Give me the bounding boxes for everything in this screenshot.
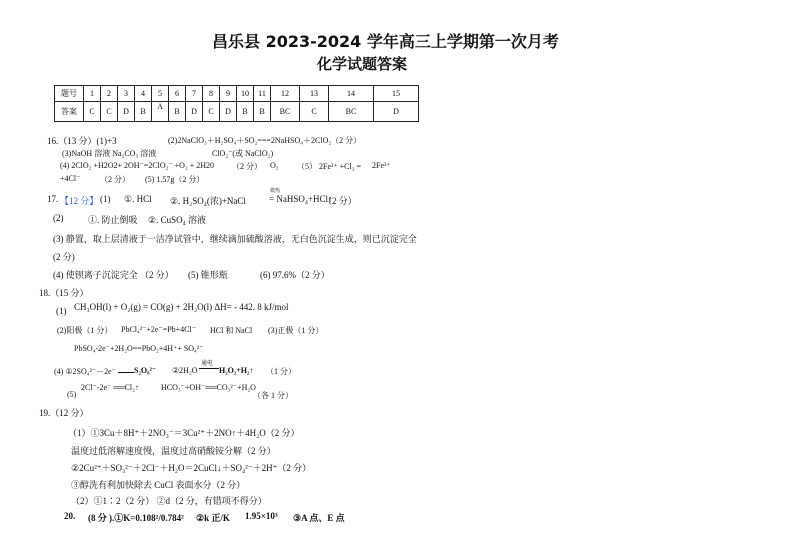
- table-cell: D: [118, 102, 135, 122]
- q18-line4f: （1 分）: [266, 367, 296, 376]
- q17-score: 【12 分】: [60, 196, 99, 206]
- table-cell: 10: [237, 86, 254, 102]
- q18-condition: 通电: [201, 361, 214, 367]
- page-title: 昌乐县 2023-2024 学年高三上学期第一次月考: [212, 32, 559, 51]
- table-cell: 11: [254, 86, 271, 102]
- table-cell: 1: [84, 86, 101, 102]
- q18-line2a: (2)阳极（1 分）: [57, 326, 113, 335]
- q18-line1a: (1): [56, 306, 67, 316]
- q18-line2d: (3)正极（1 分）: [268, 326, 324, 335]
- q18-line2c: HCl 和 NaCl: [210, 326, 253, 335]
- q18-line2b: PbCl₄²⁻+2e⁻=Pb+4Cl⁻: [121, 325, 196, 334]
- q18-reaction-line: [118, 372, 134, 373]
- table-cell: B: [237, 102, 254, 122]
- q18-condition-line: [199, 368, 219, 369]
- q17-line5c: (6) 97.6%（2 分）: [260, 270, 330, 280]
- q19-line5: （2）①1∶2（2 分） ②d（2 分，有错项不得分）: [71, 496, 267, 506]
- q19-line3: ②2Cu²⁺＋SO₃²⁻＋2Cl⁻＋H₂O＝2CuCl↓＋SO₄²⁻＋2H⁺（2 分）: [71, 463, 312, 473]
- table-cell: D: [186, 102, 203, 122]
- table-cell: 12: [271, 86, 300, 102]
- table-cell: 3: [118, 86, 135, 102]
- q19-heading: 19.（12 分）: [39, 408, 89, 418]
- q20-part-a: (8 分 ).①K=0.108²/0.784²: [88, 513, 184, 523]
- table-cell: C: [203, 102, 220, 122]
- q17-line5b: (5) 锥形瓶: [188, 270, 228, 280]
- q17-line2b: ①. 防止倒吸: [88, 215, 138, 225]
- q16-line2a: (3)NaOH 溶液 Na₂CO₃ 溶液: [62, 149, 157, 158]
- table-cell: 8: [203, 86, 220, 102]
- q17-line2c: ②. CuSO₄ 溶液: [148, 215, 206, 225]
- q17-line1a: (1): [100, 194, 111, 204]
- q16-line4a: +4Cl⁻: [60, 174, 81, 183]
- q18-line5b: 2Cl⁻-2e⁻ ══Cl₂↑: [81, 383, 139, 392]
- table-cell: C: [84, 102, 101, 122]
- table-cell: 9: [220, 86, 237, 102]
- table-cell: 6: [169, 86, 186, 102]
- table-cell: C: [101, 102, 118, 122]
- table-cell: BC: [271, 102, 300, 122]
- q16-line1b: (2)2NaClO₃＋H₂SO₄＋SO₂===2NaHSO₄＋2ClO₂（2 分）: [168, 136, 362, 145]
- q17-line1f: （2 分）: [323, 196, 357, 206]
- q18-line5a: (5): [67, 390, 77, 399]
- q18-line4b: S₂O₈²⁻: [134, 366, 157, 375]
- q17-line1c: ②. H₂SO₄(浓)+NaCl: [170, 196, 246, 206]
- q16-line3c: O₂: [270, 161, 279, 170]
- table-cell: 4: [135, 86, 152, 102]
- table-cell: 14: [329, 86, 374, 102]
- table-row: [55, 86, 419, 102]
- q16-line3b: （2 分）: [232, 162, 262, 171]
- q16-line3e: 2Fe³⁺: [372, 161, 391, 170]
- q17-condition: 微热: [270, 189, 281, 194]
- q20-part-c: 1.95×10³: [245, 511, 278, 521]
- table-cell: 2: [101, 86, 118, 102]
- table-cell: B: [169, 102, 186, 122]
- q16-line4c: (5) 1.57g（2 分）: [145, 175, 205, 184]
- table-cell: 15: [374, 86, 419, 102]
- table-cell: D: [374, 102, 419, 122]
- q16-line2b: ClO₂⁻(或 NaClO₂): [212, 149, 274, 158]
- q17-line5a: (4) 使钡离子沉淀完全 （2 分）: [53, 270, 174, 280]
- table-cell: C: [300, 102, 329, 122]
- table-cell: A: [152, 102, 169, 122]
- table-cell: 13: [300, 86, 329, 102]
- q18-line5c: HCO₃⁻+OH⁻══CO₃²⁻+H₂O: [161, 383, 256, 392]
- q17-line4: (2 分): [53, 252, 75, 262]
- q17-line2a: (2): [53, 213, 64, 223]
- q16-line3a: (4) 2ClO₂ +H2O2+ 2OH⁻=2ClO₂⁻ +O₂ + 2H20: [60, 161, 215, 170]
- q18-line3: PbSO₄-2e⁻+2H₂O==PbO₂+4H⁺+ SO₄²⁻: [74, 344, 204, 353]
- table-row-label: 题号: [55, 86, 84, 102]
- table-cell: D: [220, 102, 237, 122]
- q19-line4: ③醇洗有利加快除去 CuCl 表面水分（2 分）: [71, 480, 246, 490]
- q19-line1: （1）①3Cu＋8H⁺＋2NO₃⁻＝3Cu²⁺＋2NO↑＋4H₂O（2 分）: [68, 428, 300, 438]
- q18-line4c: ②2H₂O: [172, 366, 198, 375]
- q18-line4a: (4) ①2SO₄²⁻－2e⁻: [54, 367, 116, 376]
- table-row: [55, 102, 419, 122]
- q17-line3: (3) 静置，取上层清液于一洁净试管中，继续滴加硫酸溶液，无白色沉淀生成，则已沉淀完全: [53, 234, 417, 244]
- table-cell: B: [135, 102, 152, 122]
- q16-line1a: 16.（13 分）(1)+3: [47, 136, 117, 146]
- q16-line3d: （5） 2Fe²⁺ +Cl₂ =: [297, 162, 361, 171]
- page-subtitle: 化学试题答案: [317, 55, 408, 73]
- q20-number: 20.: [64, 511, 76, 521]
- q18-line1b: CH₃OH(l) + O₂(g) = CO(g) + 2H₂O(l) ΔH= - 442. 8 kJ/mol: [74, 302, 289, 312]
- q19-line2: 温度过低溶解速度慢，温度过高硝酸铵分解（2 分）: [71, 446, 276, 456]
- table-cell: 5: [152, 86, 169, 102]
- table-cell: BC: [329, 102, 374, 122]
- table-cell: 7: [186, 86, 203, 102]
- table-cell: B: [254, 102, 271, 122]
- table-row-label: 答案: [55, 102, 84, 122]
- q18-line5d: （各 1 分）: [253, 391, 293, 400]
- q18-heading: 18.（15 分）: [39, 288, 89, 298]
- q16-line4b: （2 分）: [100, 175, 130, 184]
- q18-line4e: H₂O₂+H₂↑: [219, 366, 254, 375]
- answer-table: [54, 85, 419, 122]
- q20-part-d: ③A 点、E 点: [293, 513, 345, 523]
- q17-number: 17.: [47, 194, 59, 204]
- q20-part-b: ②k 正/K: [196, 513, 230, 523]
- q17-line1b: ①. HCl: [124, 194, 152, 204]
- q17-line1e: = NaHSO₄+HCl↑: [269, 194, 333, 204]
